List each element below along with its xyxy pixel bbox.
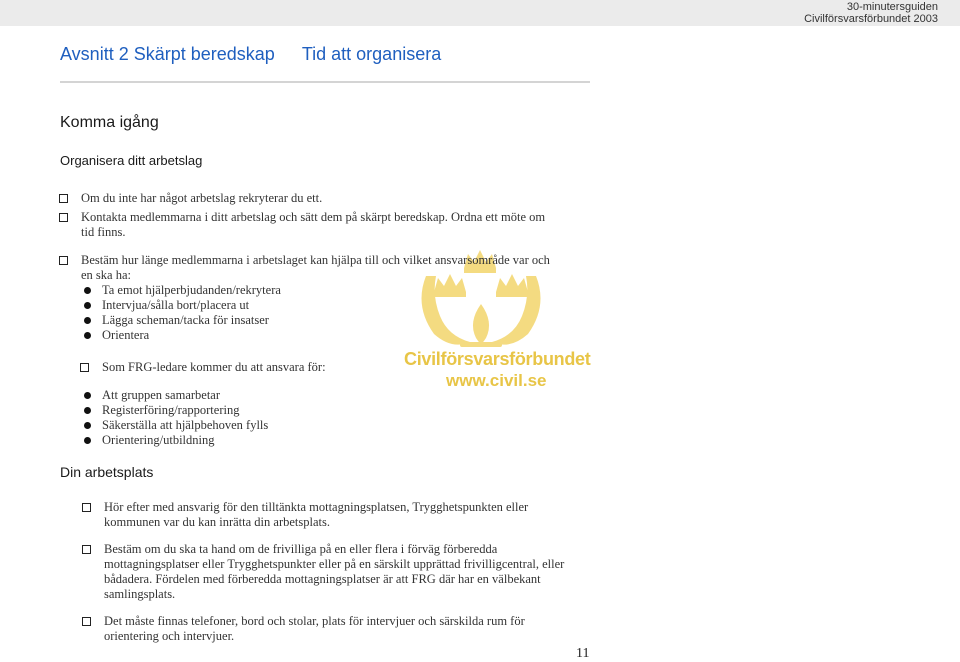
checklist-item: Kontakta medlemmarna i ditt arbetslag och sätt dem på skärpt beredskap. Ordna ett möte om tid finns. (81, 210, 545, 240)
checkbox-icon (82, 503, 91, 512)
bullet-icon (84, 302, 91, 309)
bullet-icon (84, 407, 91, 414)
checklist-item: Hör efter med ansvarig för den tilltänkta mottagningsplatsen, Trygghetspunkten eller kommunen var du kan inrätta din arbetsplats. (104, 500, 528, 530)
bullet-icon (84, 332, 91, 339)
bullet-icon (84, 437, 91, 444)
checkbox-icon (80, 363, 89, 372)
section-name: Avsnitt 2 Skärpt beredskap (60, 44, 275, 64)
heading-organisera: Organisera ditt arbetslag (60, 153, 203, 168)
bullet-icon (84, 392, 91, 399)
header-guide-title: 30-minutersguiden (846, 1, 938, 13)
bullet-icon (84, 422, 91, 429)
bullet-item: Ta emot hjälperbjudanden/rekrytera (102, 283, 281, 298)
bullet-icon (84, 287, 91, 294)
bullet-item: Orientering/utbildning (102, 433, 214, 448)
checkbox-icon (59, 256, 68, 265)
checklist-item: Bestäm om du ska ta hand om de frivilliga på en eller flera i förväg förberedda mottagningsplatser eller Trygghetspunkter eller på en särskilt upprättad frivilligcentral, eller bådadera. Fördelen med förberedda mottagningsplatser är att FRG där har en välbekant samlingsplats. (104, 542, 564, 602)
checklist-item: Om du inte har något arbetslag rekryterar du ett. (81, 191, 322, 206)
watermark-org-name: Civilförsvarsförbundet (404, 349, 591, 369)
section-subtitle: Tid att organisera (301, 44, 442, 64)
bullet-item: Orientera (102, 328, 149, 343)
checkbox-icon (82, 545, 91, 554)
checklist-item: Som FRG-ledare kommer du att ansvara för: (102, 360, 326, 375)
watermark-url: www.civil.se (446, 371, 547, 390)
bullet-item: Intervjua/sålla bort/placera ut (102, 298, 249, 313)
bullet-item: Att gruppen samarbetar (102, 388, 220, 403)
checkbox-icon (59, 213, 68, 222)
running-header (804, 1, 938, 25)
bullet-icon (84, 317, 91, 324)
bullet-item: Registerföring/rapportering (102, 403, 239, 418)
bullet-item: Säkerställa att hjälpbehoven fylls (102, 418, 268, 433)
heading-din-arbetsplats: Din arbetsplats (60, 464, 154, 480)
page-number: 11 (576, 646, 590, 661)
title-divider (60, 81, 590, 83)
bullet-item: Lägga scheman/tacka för insatser (102, 313, 269, 328)
checkbox-icon (82, 617, 91, 626)
checklist-item: Det måste finnas telefoner, bord och stolar, plats för intervjuer och särskilda rum för orientering och intervjuer. (104, 614, 525, 644)
checkbox-icon (59, 194, 68, 203)
checklist-item: Bestäm hur länge medlemmarna i arbetslaget kan hjälpa till och vilket ansvarsområde var och en ska ha: (81, 253, 550, 283)
section-title (60, 44, 441, 65)
header-guide-org: Civilförsvarsförbundet 2003 (804, 13, 938, 25)
heading-komma-igang: Komma igång (60, 114, 159, 131)
